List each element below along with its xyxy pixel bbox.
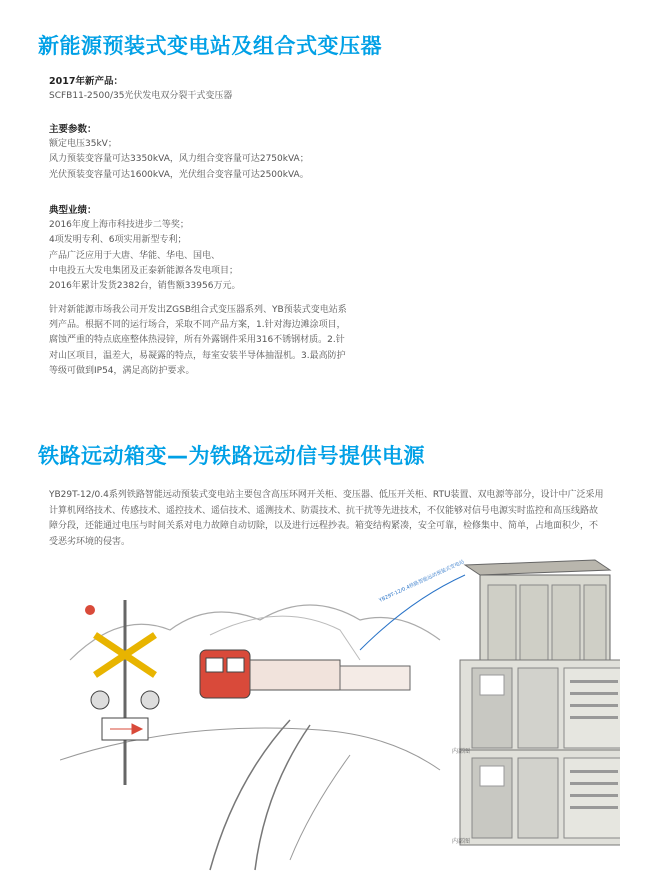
interior-caption-top: 内部图	[452, 748, 471, 755]
param-line: 额定电压35kV；	[49, 139, 117, 150]
train-carriage	[340, 666, 410, 690]
record-line: 中电投五大发电集团及正泰新能源各发电项目；	[49, 265, 239, 276]
rail-track	[210, 720, 290, 870]
rail-track	[255, 725, 310, 870]
param-line: 风力预装变容量可达3350kVA，风力组合变容量可达2750kVA；	[49, 154, 309, 165]
leader-label: YB29T-12/0.4铁路智能远动预装式变电站	[378, 558, 466, 604]
rail-track	[290, 755, 350, 860]
main-params-block	[49, 122, 359, 183]
record-line: 产品广泛应用于大唐、华能、华电、国电、	[49, 250, 221, 261]
substation-interior-1	[460, 660, 620, 755]
train-window	[227, 658, 244, 672]
param-line: 光伏预装变容量可达1600kVA，光伏组合变容量可达2500kVA。	[49, 169, 309, 180]
main-params-heading: 主要参数：	[49, 124, 97, 135]
new-product-heading: 2017年新产品：	[49, 76, 123, 87]
crossing-signal	[85, 600, 159, 785]
interior-caption-bottom: 内部图	[452, 838, 471, 845]
section2-description: YB29T-12/0.4系列铁路智能远动预装式变电站主要包含高压环网开关柜、变压器、低压开关柜、RTU装置、双电源等部分，设计中广泛采用计算机网络技术、传感技术、遥控技术、遥信技术、遥测技术、防震技术、抗干扰等先进技术，不仅能够对信号电源实时监控和高压线路故障分段，还能通过电压与时间关系对电力故障自动切除，以及进行远程抄表。箱变结构紧凑，安全可靠，检修集中、简单，占地面积少，不受恶劣环境的侵害。	[49, 490, 604, 547]
track-record-block	[49, 203, 359, 294]
substation-interior-2	[460, 750, 620, 845]
section2-title: 铁路远动箱变—为铁路远动信号提供电源	[38, 444, 425, 468]
train	[200, 650, 410, 698]
section1-title: 新能源预装式变电站及组合式变压器	[38, 34, 382, 58]
record-line: 4项发明专利、6项实用新型专利；	[49, 235, 187, 246]
track-record-heading: 典型业绩：	[49, 205, 97, 216]
train-window	[206, 658, 223, 672]
new-product-line: SCFB11-2500/35光伏发电双分裂干式变压器	[49, 91, 233, 102]
description-paragraph: 针对新能源市场我公司开发出ZGSB组合式变压器系列、YB预装式变电站系列产品。根据不同的运行场合，采取不同产品方案，1.针对海边滩涂项目，腐蚀严重的特点底座整体热浸锌，所有外露钢件采用316不锈钢材质。2.针对山区项目，温差大，易凝露的特点，每室安装半导体抽湿机。3.最高防护等级可做到IP54，满足高防护要求。	[49, 305, 347, 376]
section1-description	[49, 303, 349, 379]
train-front	[200, 650, 250, 698]
new-product-block	[49, 74, 359, 104]
train-carriage	[250, 660, 340, 690]
railway-illustration	[60, 540, 620, 880]
record-line: 2016年累计发货2382台，销售额33956万元。	[49, 281, 241, 292]
record-line: 2016年度上海市科技进步二等奖；	[49, 220, 189, 231]
railway-sketch	[60, 540, 620, 880]
